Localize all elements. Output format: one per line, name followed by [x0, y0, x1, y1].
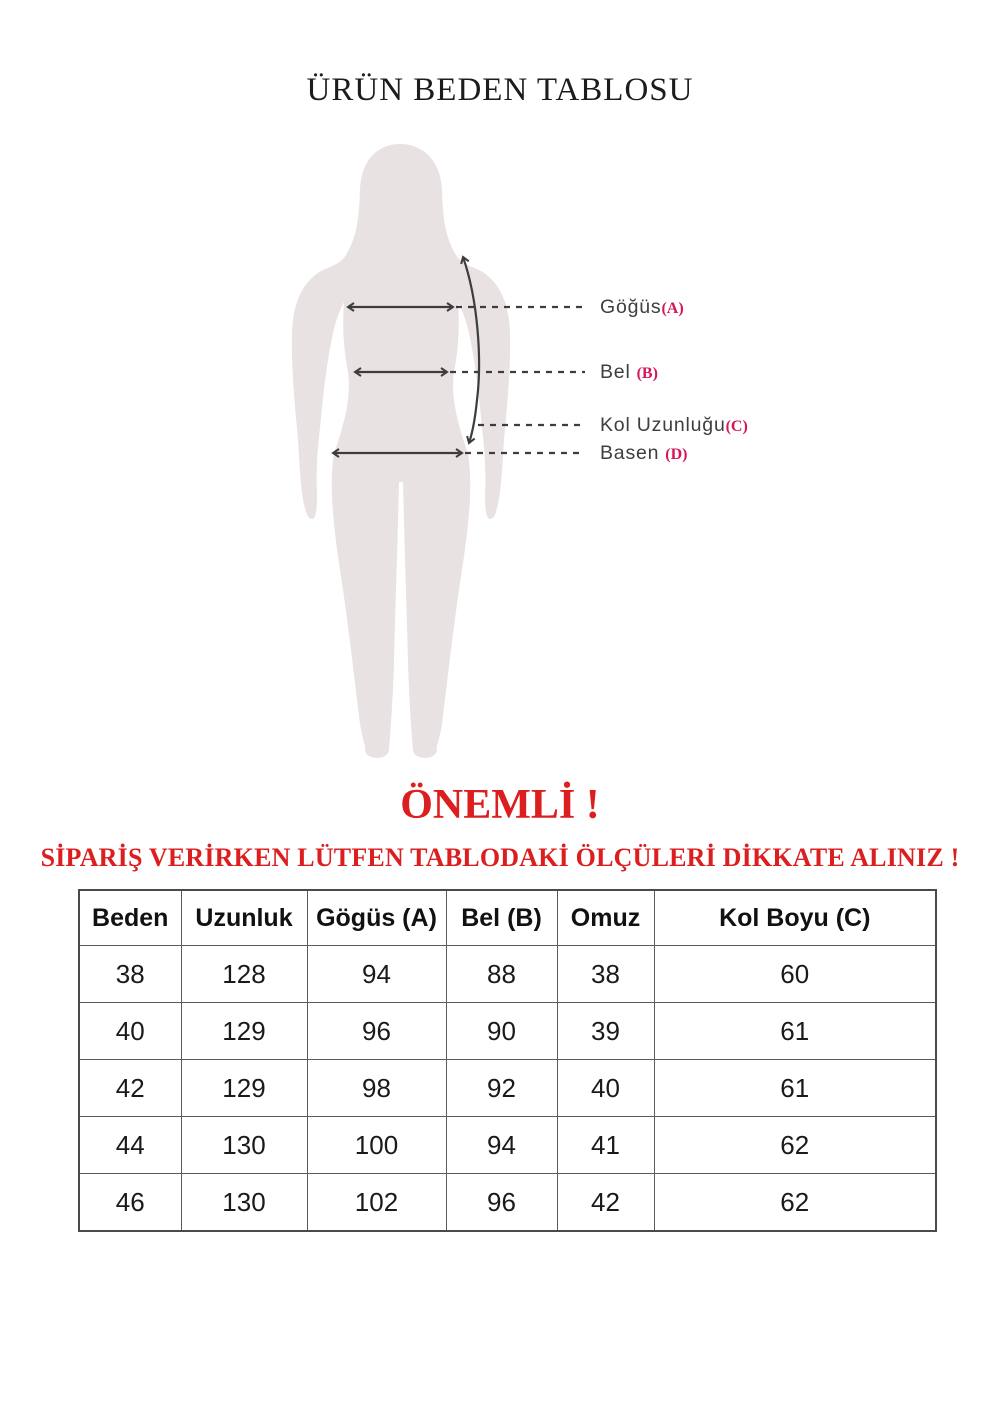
table-cell: 98	[307, 1060, 446, 1117]
table-cell: 42	[79, 1060, 181, 1117]
measurement-label-text: Basen	[600, 442, 660, 464]
table-cell: 42	[557, 1174, 654, 1232]
measurement-letter: (C)	[725, 418, 748, 435]
table-cell: 100	[307, 1117, 446, 1174]
table-cell: 62	[654, 1174, 936, 1232]
page-title: ÜRÜN BEDEN TABLOSU	[306, 72, 694, 108]
column-header-omuz: Omuz	[557, 890, 654, 946]
measurement-letter: (D)	[665, 446, 688, 463]
body-measurement-diagram	[280, 138, 600, 770]
measurement-letter: (B)	[636, 365, 658, 382]
table-cell: 61	[654, 1003, 936, 1060]
table-cell: 102	[307, 1174, 446, 1232]
table-cell: 88	[446, 946, 557, 1003]
table-cell: 128	[181, 946, 307, 1003]
table-row	[79, 1174, 936, 1232]
table-cell: 60	[654, 946, 936, 1003]
measurement-letter: (A)	[661, 300, 684, 317]
column-header-uzunluk: Uzunluk	[181, 890, 307, 946]
table-cell: 61	[654, 1060, 936, 1117]
table-cell: 130	[181, 1117, 307, 1174]
table-row	[79, 1003, 936, 1060]
column-header-bel: Bel (B)	[446, 890, 557, 946]
table-cell: 129	[181, 1003, 307, 1060]
table-cell: 40	[557, 1060, 654, 1117]
important-heading: ÖNEMLİ !	[400, 782, 600, 828]
table-cell: 130	[181, 1174, 307, 1232]
table-cell: 96	[446, 1174, 557, 1232]
table-cell: 94	[307, 946, 446, 1003]
column-header-beden: Beden	[79, 890, 181, 946]
size-table	[78, 889, 937, 1232]
table-cell: 44	[79, 1117, 181, 1174]
table-cell: 38	[79, 946, 181, 1003]
table-cell: 90	[446, 1003, 557, 1060]
size-table-body	[79, 946, 936, 1232]
table-cell: 92	[446, 1060, 557, 1117]
table-cell: 38	[557, 946, 654, 1003]
measurement-label-text: Kol Uzunluğu	[600, 414, 726, 436]
table-row	[79, 1117, 936, 1174]
measurement-label-arm-length	[600, 414, 748, 436]
warning-message: SİPARİŞ VERİRKEN LÜTFEN TABLODAKİ ÖLÇÜLERİ DİKKATE ALINIZ !	[40, 843, 960, 872]
column-header-gogus: Gögüs (A)	[307, 890, 446, 946]
measurement-label-text: Göğüs	[600, 296, 662, 318]
measurement-label-waist	[600, 361, 658, 383]
measurement-label-hip	[600, 442, 688, 464]
female-silhouette-shape	[292, 144, 510, 758]
table-row	[79, 946, 936, 1003]
table-cell: 94	[446, 1117, 557, 1174]
table-cell: 40	[79, 1003, 181, 1060]
table-cell: 39	[557, 1003, 654, 1060]
table-cell: 129	[181, 1060, 307, 1117]
measurement-label-chest	[600, 296, 684, 318]
table-cell: 62	[654, 1117, 936, 1174]
table-cell: 46	[79, 1174, 181, 1232]
column-header-kol-boyu: Kol Boyu (C)	[654, 890, 936, 946]
table-cell: 41	[557, 1117, 654, 1174]
table-cell: 96	[307, 1003, 446, 1060]
size-table-header-row	[79, 890, 936, 946]
measurement-label-text: Bel	[600, 361, 631, 383]
table-row	[79, 1060, 936, 1117]
